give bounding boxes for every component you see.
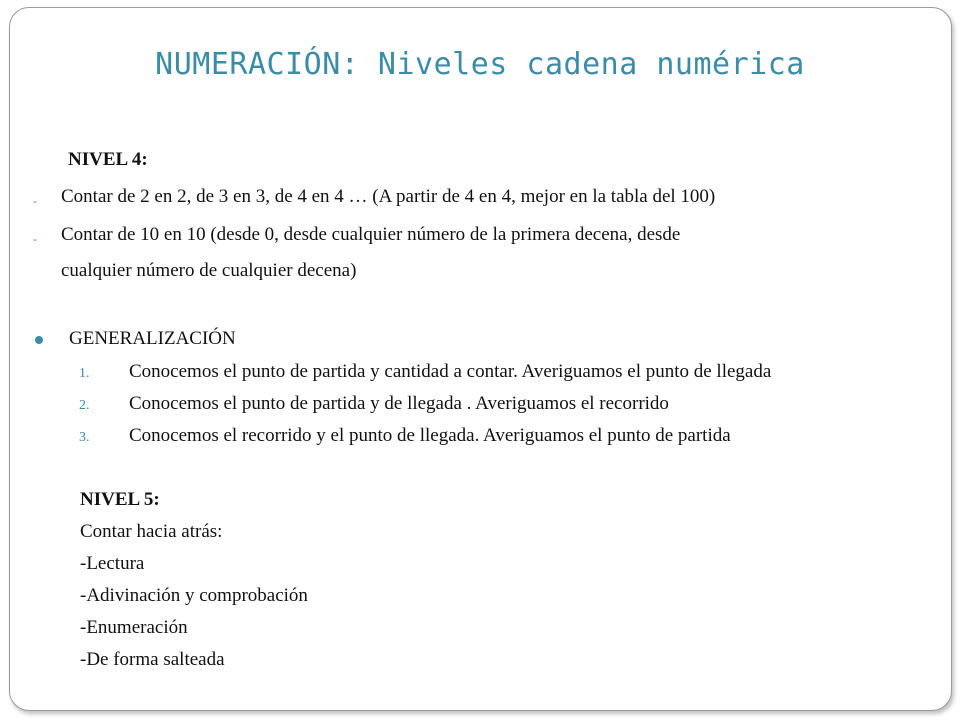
nivel5-line-4: -Enumeración xyxy=(80,617,188,638)
nivel4-item-2-marker: - xyxy=(33,232,37,246)
generalizacion-item-2-marker: 2. xyxy=(79,398,90,413)
nivel4-item-1-marker: - xyxy=(33,194,37,208)
nivel4-item-1: Contar de 2 en 2, de 3 en 3, de 4 en 4 … (A partir de 4 en 4, mejor en la tabla del 100) xyxy=(61,186,716,207)
nivel5-line-1: Contar hacia atrás: xyxy=(80,521,223,542)
generalizacion-heading: GENERALIZACIÓN xyxy=(69,328,236,349)
nivel5-heading: NIVEL 5: xyxy=(80,489,160,510)
nivel4-item-2-line-1: Contar de 10 en 10 (desde 0, desde cualquier número de la primera decena, desde xyxy=(61,224,681,245)
nivel4-item-2-line-2: cualquier número de cualquier decena) xyxy=(61,260,357,281)
generalizacion-item-3: Conocemos el recorrido y el punto de llegada. Averiguamos el punto de partida xyxy=(129,425,731,446)
generalizacion-item-3-marker: 3. xyxy=(79,430,90,445)
bullet-dot xyxy=(35,336,43,344)
slide-title: NUMERACIÓN: Niveles cadena numérica xyxy=(155,47,805,82)
nivel5-line-2: -Lectura xyxy=(80,553,145,574)
generalizacion-item-2: Conocemos el punto de partida y de llegada . Averiguamos el recorrido xyxy=(129,393,669,414)
generalizacion-item-1: Conocemos el punto de partida y cantidad a contar. Averiguamos el punto de llegada xyxy=(129,361,772,382)
nivel5-line-3: -Adivinación y comprobación xyxy=(80,585,308,606)
nivel4-heading: NIVEL 4: xyxy=(68,149,148,170)
nivel5-line-5: -De forma salteada xyxy=(80,649,225,670)
generalizacion-item-1-marker: 1. xyxy=(79,366,90,381)
